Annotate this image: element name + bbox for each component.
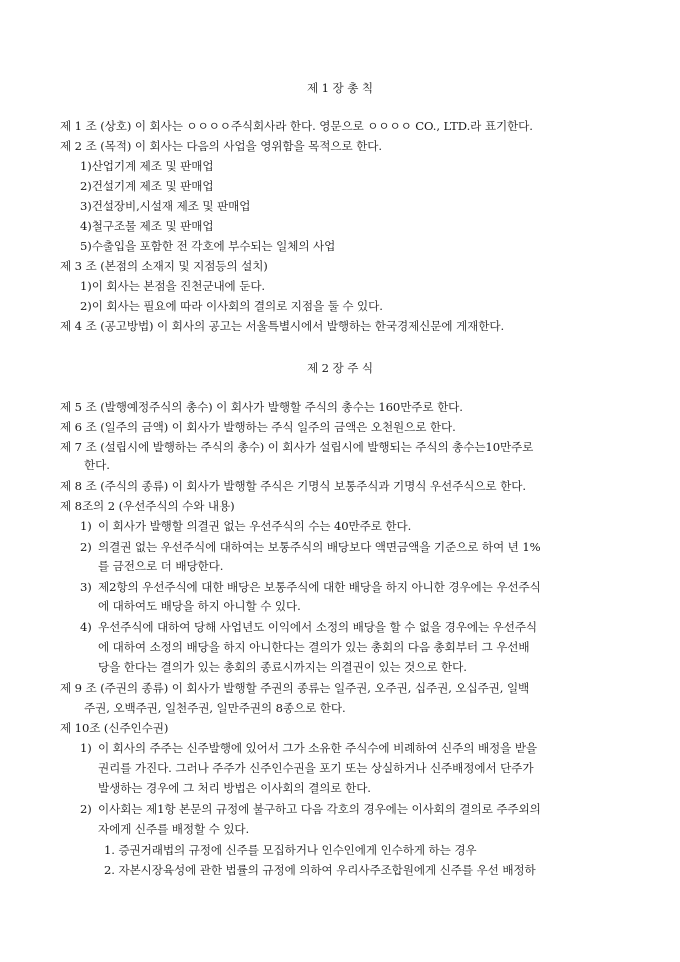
article-8-2: 제 8조의 2 (우선주식의 수와 내용) — [60, 499, 235, 513]
article-8: 제 8 조 (주식의 종류) 이 회사가 발행할 주식은 기명식 보통주식과 기명식 우선주식으로 한다. — [60, 479, 526, 493]
art8-2-item-4-line-3: 당을 한다는 결의가 있는 총회의 종료시까지는 의결권이 있는 것으로 한다. — [98, 660, 467, 674]
art8-2-item-4-line-1: 우선주식에 대하여 당해 사업년도 이익에서 소정의 배당을 할 수 없을 경우에는 우선주식 — [98, 620, 538, 634]
article-5: 제 5 조 (발행예정주식의 총수) 이 회사가 발행할 주식의 총수는 160만주로 한다. — [60, 400, 463, 414]
art8-2-item-3-line-2: 에 대하여도 배당을 하지 아니할 수 있다. — [98, 599, 301, 613]
article-6: 제 6 조 (일주의 금액) 이 회사가 발행하는 주식 일주의 금액은 오천원으로 한다. — [60, 420, 456, 434]
article-3-item-1: 1)이 회사는 본점을 진천군내에 둔다. — [80, 279, 266, 293]
article-2-item-5: 5)수출입을 포함한 전 각호에 부수되는 일체의 사업 — [80, 239, 336, 253]
art10-item-1-line-3: 발생하는 경우에 그 처리 방법은 이사회의 결의로 한다. — [98, 781, 371, 795]
art8-2-item-2-line-1: 의결권 없는 우선주식에 대하여는 보통주식의 배당보다 액면금액을 기준으로 하여 년 1% — [98, 540, 541, 554]
article-9: 제 9 조 (주권의 종류) 이 회사가 발행할 주권의 종류는 일주권, 오주권, 십주권, 오십주권, 일백 — [60, 681, 530, 695]
art8-2-item-3-line-1: 제2항의 우선주식에 대한 배당은 보통주식에 대한 배당을 하지 아니한 경우에는 우선주식 — [98, 580, 541, 594]
art8-2-item-3-num: 3) — [80, 580, 92, 594]
article-3: 제 3 조 (본점의 소재지 및 지점등의 설치) — [60, 259, 268, 273]
art10-item-1-line-2: 권리를 가진다. 그러나 주주가 신주인수권을 포기 또는 상실하거나 신주배정에서 단주가 — [98, 761, 534, 775]
article-2-item-3: 3)건설장비,시설재 제조 및 판매업 — [80, 199, 251, 213]
article-2-item-4: 4)철구조물 제조 및 판매업 — [80, 219, 214, 233]
art8-2-item-1-num: 1) — [80, 519, 92, 533]
article-7: 제 7 조 (설립시에 발행하는 주식의 총수) 이 회사가 설립시에 발행되는 주식의 총수는10만주로 — [60, 440, 534, 454]
art8-2-item-1-line-1: 이 회사가 발행할 의결권 없는 우선주식의 수는 40만주로 한다. — [98, 519, 412, 533]
article-2-item-1: 1)산업기계 제조 및 판매업 — [80, 159, 214, 173]
chapter-2-title: 제 2 장 주 식 — [306, 361, 374, 375]
art10-item-2-line-2: 자에게 신주를 배정할 수 있다. — [98, 822, 250, 836]
article-4: 제 4 조 (공고방법) 이 회사의 공고는 서울특별시에서 발행하는 한국경제신문에 게재한다. — [60, 319, 505, 333]
article-3-item-2: 2)이 회사는 필요에 따라 이사회의 결의로 지점을 둘 수 있다. — [80, 299, 383, 313]
art8-2-item-2-line-2: 를 금전으로 더 배당한다. — [98, 559, 224, 573]
art10-item-1-line-1: 이 회사의 주주는 신주발행에 있어서 그가 소유한 주식수에 비례하여 신주의 배정을 받을 — [98, 741, 538, 755]
art10-item-2-num: 2) — [80, 802, 92, 816]
art10-item-2-line-1: 이사회는 제1항 본문의 규정에 불구하고 다음 각호의 경우에는 이사회의 결의로 주주외의 — [98, 802, 541, 816]
art8-2-item-4-num: 4) — [80, 620, 92, 634]
article-2: 제 2 조 (목적) 이 회사는 다음의 사업을 영위함을 목적으로 한다. — [60, 139, 382, 153]
art8-2-item-4-line-2: 에 대하여 소정의 배당을 하지 아니한다는 결의가 있는 총회의 다음 총회부터 그 우선배 — [98, 640, 530, 654]
art10-sub-2: 2. 자본시장육성에 관한 법률의 규정에 의하여 우리사주조합원에게 신주를 우선 배정하 — [104, 863, 536, 877]
art10-item-1-num: 1) — [80, 741, 92, 755]
chapter-1-title: 제 1 장 총 칙 — [306, 81, 374, 95]
art10-sub-1: 1. 증권거래법의 규정에 신주를 모집하거나 인수인에게 인수하게 하는 경우 — [104, 843, 477, 857]
article-2-item-2: 2)건설기계 제조 및 판매업 — [80, 179, 214, 193]
art8-2-item-2-num: 2) — [80, 540, 92, 554]
article-10: 제 10조 (신주인수권) — [60, 721, 169, 735]
article-1: 제 1 조 (상호) 이 회사는 ㅇㅇㅇㅇ주식회사라 한다. 영문으로 ㅇㅇㅇㅇ CO., LTD.라 표기한다. — [60, 119, 533, 133]
article-7-cont: 한다. — [84, 458, 110, 472]
article-9-cont: 주권, 오백주권, 일천주권, 일만주권의 8종으로 한다. — [84, 701, 346, 715]
